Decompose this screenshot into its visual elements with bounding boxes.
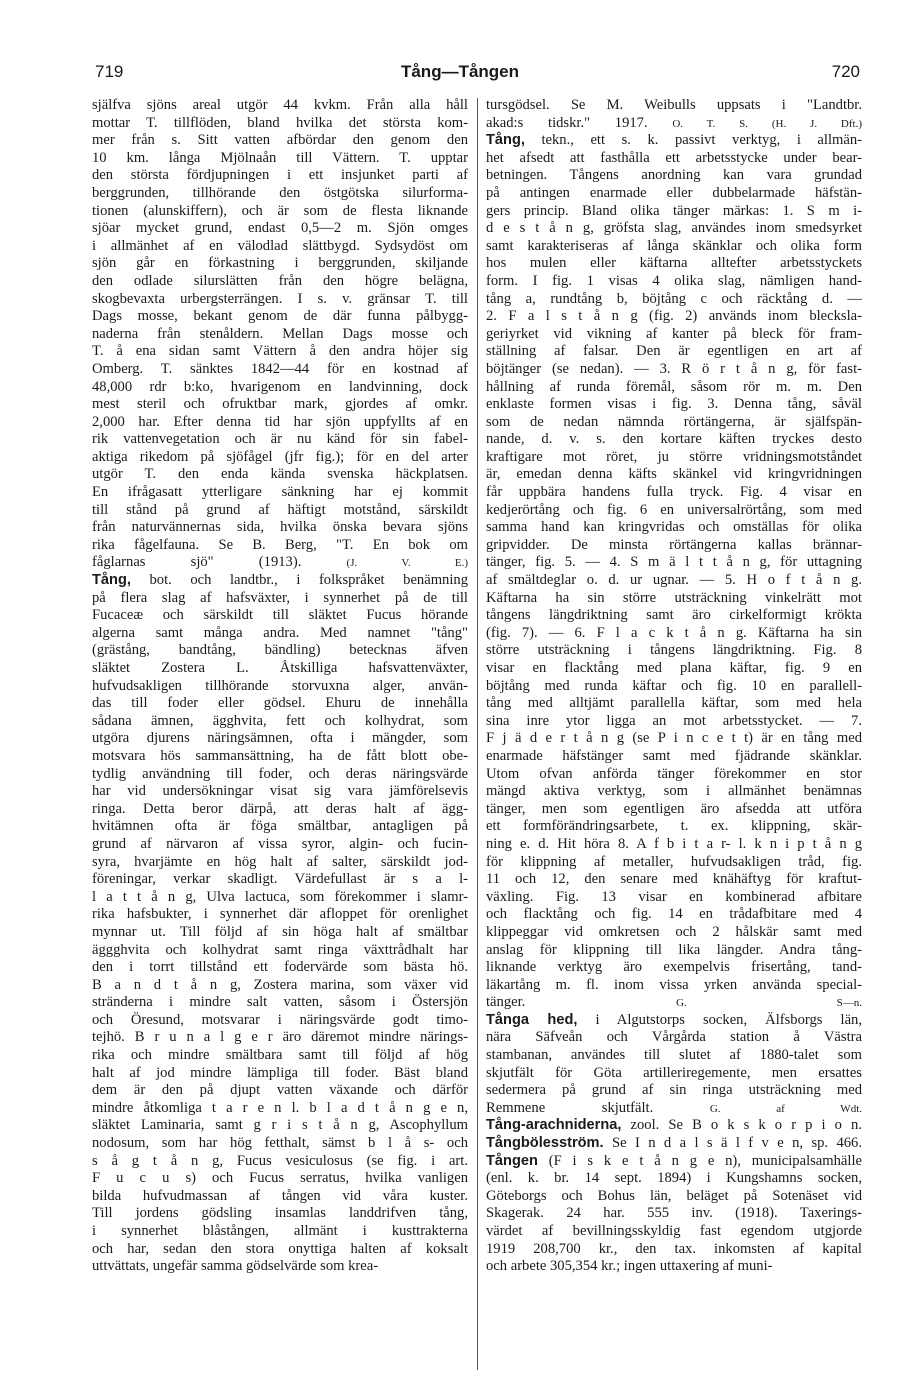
text-line [92, 554, 468, 572]
text-line [486, 854, 862, 872]
text-line [486, 1012, 862, 1030]
line-text: akad:s tidskr." 1917. [486, 114, 648, 131]
line-text: En ifrågasatt ytterligare sänkning har ej kommit [92, 484, 468, 501]
text-line [92, 660, 468, 678]
line-text: som de nedan nämnda rörtängerna, är själfspän- [486, 413, 862, 430]
text-line [486, 396, 862, 414]
line-text: Remmene skjutfält. [486, 1099, 654, 1116]
text-line [486, 484, 862, 502]
text-line [92, 1065, 468, 1083]
text-line [486, 220, 862, 238]
line-text: 10 km. långa Mjölnaån till Vättern. T. upptar [92, 149, 468, 166]
text-line [486, 1241, 862, 1259]
text-line [486, 607, 862, 625]
line-text: enarmade häfstänger samt med fjädrande skänklar. [486, 747, 862, 764]
text-line [92, 836, 468, 854]
line-text: i synnerhet blåstången, allmänt i kusttrakterna [92, 1223, 468, 1239]
line-text: själfva sjöns areal utgör 44 kvkm. Från alla håll [92, 97, 468, 113]
line-text: tekn., ett s. k. passivt verktyg, i allmän- [524, 132, 862, 149]
line-text: T. å ena sidan samt Vättern å den andra höjer sig [92, 343, 468, 360]
text-line [92, 326, 468, 344]
line-text: utgöra djurens näringsämnen, ofta i mängder, som [92, 730, 468, 747]
line-text: fåglarnas sjö" (1913). [92, 554, 302, 571]
text-line [486, 1135, 862, 1153]
line-text: motsvara hös sammansättning, ha de fått blott obe- [92, 747, 468, 764]
line-text: ett formförändringsarbete, t. ex. klippning, skär- [486, 818, 862, 835]
text-line [92, 537, 468, 555]
line-text: 48,000 rdr b:ko, hvarigenom en landvinning, dock [92, 378, 468, 395]
text-line [486, 1047, 862, 1065]
line-text: mest steril och ofruktbar mark, gjordes af omkr. [92, 396, 468, 413]
line-text: hvitämnen ofta är föga smältbar, antagligen på [92, 818, 468, 835]
text-line [92, 942, 468, 960]
text-line [486, 466, 862, 484]
text-line [486, 449, 862, 467]
line-text: Skagerak. 24 har. 555 inv. (1918). Taxerings- [486, 1205, 862, 1222]
text-line [92, 748, 468, 766]
line-text: rik vattenvegetation och är nu känd för sin fabel- [92, 431, 468, 448]
line-text: böjtänger (se nedan). — 3. R ö r t å n g, för fast- [486, 360, 862, 377]
line-text: hos mulen eller käftarna alltefter arbetsstyckets [486, 255, 862, 272]
line-text: sedermera på grund af sin ringa utsträckning med [486, 1082, 862, 1099]
line-text: klippeggar vid omkretsen och 2 hålskär samt med [486, 923, 862, 940]
text-line [486, 836, 862, 854]
line-text: s å g t å n g, Fucus vesiculosus (se fig. i art. [92, 1152, 468, 1169]
line-text: i Algutstorps socken, Älfsborgs län, [577, 1011, 862, 1028]
text-line [92, 1029, 468, 1047]
line-text: läkartång m. fl. inom vissa yrken använda special- [486, 976, 862, 993]
line-text: rika och mindre smältbara samt till följd af hög [92, 1047, 468, 1064]
line-text: släktet Zostera L. Åtskilliga hafsvattenväxter, [92, 660, 468, 676]
line-text: ning e. d. Hit höra 8. A f b i t a r- l. k n i p t å n g [486, 835, 862, 852]
line-text: tejhö. B r u n a l g e r äro däremot mindre närings- [92, 1029, 468, 1046]
author-signature: G. S—n. [676, 997, 862, 1010]
text-line [92, 132, 468, 150]
line-text: liknande verktyg äro exempelvis frisertång, tand- [486, 959, 862, 976]
entry-headword: Tång-arachniderna, [486, 1117, 622, 1134]
line-text: och flacktång och fig. 14 en trådafbitare med 4 [486, 906, 862, 923]
line-text: kraftigare mot röret, ju större vridningsmotståndet [486, 448, 862, 465]
text-line [92, 115, 468, 133]
line-text: sjöar mycket grund, endast 0,5—2 m. Sjön omges [92, 220, 468, 237]
line-text: F j ä d e r t å n g (se P i n c e t t) är en tång med [486, 730, 862, 747]
text-line [92, 273, 468, 291]
text-line [486, 379, 862, 397]
text-line [486, 695, 862, 713]
text-line [486, 871, 862, 889]
line-text: samt karakteriseras af långa skänklar och olika form [486, 237, 862, 254]
text-line [92, 343, 468, 361]
line-text: af smältdeglar o. d. ur ugnar. — 5. H o f t å n g. [486, 572, 862, 589]
line-text: böjtång med runda käftar och fig. 10 en parallell- [486, 677, 862, 694]
text-line [92, 889, 468, 907]
line-text: halt af jod mindre lämpliga till foder. Bäst bland [92, 1064, 468, 1081]
line-text: skjutfält för Göta artilleriregemente, men ersattes [486, 1064, 862, 1081]
line-text: i allmänhet af en välodlad slättbygd. Sydsydöst om [92, 237, 468, 254]
text-line [486, 554, 862, 572]
line-text: zool. Se B o k s k o r p i o n. [621, 1117, 862, 1134]
text-line [486, 818, 862, 836]
line-text: 2. F a l s t å n g (fig. 2) används inom bleckslа- [486, 308, 862, 325]
text-line [486, 942, 862, 960]
text-line [92, 1135, 468, 1153]
line-text: mer från s. Sitt vatten afbördar den genom den [92, 132, 468, 149]
line-text: får uppbära handens fulla tryck. Fig. 4 visar en [486, 484, 862, 501]
text-line [486, 414, 862, 432]
line-text: sina inre ytor ligga an mot arbetsstycket. — 7. [486, 712, 862, 729]
text-line [486, 572, 862, 590]
text-line [486, 642, 862, 660]
line-text: stambanan, användes till slutet af 1880-talet som [486, 1047, 862, 1064]
line-text: B a n d t å n g, Zostera marina, som växer vid [92, 976, 468, 993]
line-text: den i torrt tillstånd ett fodervärde som bästa hö. [92, 959, 468, 976]
text-line [92, 519, 468, 537]
line-text: tydlig användning till foder, och deras näringsvärde [92, 765, 468, 782]
line-text: hållning af runda föremål, såsom rör m. m. Den [486, 378, 862, 395]
text-line [92, 1047, 468, 1065]
line-text: (F i s k e t å n g e n), municipalsamhälle [537, 1152, 862, 1169]
text-line [486, 431, 862, 449]
text-line [92, 396, 468, 414]
text-line [486, 1170, 862, 1188]
text-line [92, 607, 468, 625]
line-text: (grästång, bandtång, bändling) betecknas äfven [92, 642, 468, 659]
line-text: bot. och landtbr., i folkspråket benämning [130, 572, 468, 589]
text-line [486, 255, 862, 273]
line-text: Till jordens gödsling insamlas landdrifven tång, [92, 1205, 468, 1222]
entry-headword: Tång, [486, 132, 525, 149]
line-text: rika hafsbukter, i synnerhet där afloppet för orenlighet [92, 906, 468, 923]
text-line [92, 854, 468, 872]
line-text: har vid undersökningar visat sig vara jämförelsevis [92, 783, 468, 800]
line-text: till stånd på grund af häftigt motstånd, särskildt [92, 501, 468, 518]
text-line [486, 660, 862, 678]
text-line [92, 185, 468, 203]
text-line [92, 713, 468, 731]
line-text: enklaste formen visas i fig. 3. Denna tång, såväl [486, 396, 862, 413]
text-line [486, 748, 862, 766]
text-line [92, 572, 468, 590]
text-line [486, 994, 862, 1012]
text-line [92, 590, 468, 608]
text-line [486, 906, 862, 924]
text-line [92, 1153, 468, 1171]
author-signature: (J. V. E.) [346, 557, 468, 570]
line-text: på antingen enarmade eller dubbelarmade häfstän- [486, 184, 862, 201]
line-text: nodosum, som har hög fetthalt, sämst b l å s- och [92, 1135, 468, 1152]
line-text: betningen. Tångens anordning kan vara grundad [486, 167, 862, 184]
text-line [486, 1153, 862, 1171]
line-text: mindre åtkomliga t a r e n l. b l a d t å n g e n, [92, 1099, 468, 1116]
text-line [92, 361, 468, 379]
line-text: gers princip. Bland olika tänger märkas: 1. S m i- [486, 202, 862, 219]
line-text: das till foder eller gödsel. Ehuru de innehålla [92, 695, 468, 712]
line-text: äggghvita och kolhydrat samt ringa växttrådhalt har [92, 941, 468, 958]
line-text: aktiga rikedom på sjöfågel (jfr fig.); för en del arter [92, 448, 468, 465]
line-text: tång a, rundtång b, böjtång c och räcktång d. — [486, 290, 862, 307]
line-text: Se I n d a l s ä l f v e n, sp. 466. [603, 1135, 862, 1152]
text-line [92, 502, 468, 520]
text-line [92, 1012, 468, 1030]
text-line [486, 203, 862, 221]
line-text: samma hand kan kringvridas och omställas för olika [486, 519, 862, 536]
line-text: mängd aktiva verktyg, som i allmänhet benämnas [486, 783, 862, 800]
text-line [92, 642, 468, 660]
line-text: d e s t å n g, gröfsta slag, användes inom smedsyrket [486, 220, 862, 237]
line-text: Käftarna ha sin större utsträckning vinkelrätt mot [486, 589, 862, 606]
text-line [92, 1170, 468, 1188]
line-text: kedjerörtång och fig. 6 en universalrörtång, som med [486, 501, 862, 518]
page-number-right: 720 [831, 62, 860, 81]
text-line [486, 1029, 862, 1047]
text-line [486, 1223, 862, 1241]
text-line [486, 1065, 862, 1083]
text-line [486, 1205, 862, 1223]
text-line [92, 924, 468, 942]
text-line [92, 1188, 468, 1206]
line-text: värdet af bevillningsskyldig fast egendom utgjorde [486, 1223, 862, 1239]
text-line [486, 537, 862, 555]
line-text: på flera slag af hafsväxter, i synnerhet på de till [92, 589, 468, 606]
line-text: het afsedt att fasthålla ett arbetsstycke under bear- [486, 149, 862, 166]
text-line [92, 871, 468, 889]
line-text: och har, sedan den stora onyttiga halten af koksalt [92, 1240, 468, 1257]
line-text: Utom ofvan anförda tänger förekommer en stor [486, 765, 862, 782]
page-number-left: 719 [95, 62, 124, 81]
line-text: den odlade silurslätten från den högre belägna, [92, 272, 468, 289]
line-text: växling. Fig. 13 visar en kombinerad afbitare [486, 888, 862, 905]
text-line [92, 1100, 468, 1118]
text-line [92, 238, 468, 256]
text-line [486, 590, 862, 608]
line-text: utgör T. den enda kända svenska häckplatsen. [92, 466, 468, 483]
line-text: är, emedan denna käfts skänkel vid kringvridningen [486, 466, 862, 483]
text-line [486, 238, 862, 256]
text-line [92, 766, 468, 784]
author-signature: O. T. S. (H. J. Dft.) [672, 117, 862, 130]
text-line [92, 818, 468, 836]
text-line [486, 502, 862, 520]
line-text: hufvudsakligen tillhörande storvuxna alger, använ- [92, 677, 468, 694]
text-line [92, 308, 468, 326]
text-line [486, 730, 862, 748]
text-line [486, 713, 862, 731]
line-text: l a t t å n g, Ulva lactuca, som förekommer i slamr- [92, 888, 468, 905]
text-line [486, 801, 862, 819]
line-text: den största fördjupningen i ett insjunket parti af [92, 167, 468, 184]
line-text: och arbete 305,354 kr.; ingen uttaxering af muni- [486, 1258, 773, 1275]
text-line [486, 132, 862, 150]
text-line [486, 185, 862, 203]
line-text: F u c u s) och Fucus serratus, hvilka vanligen [92, 1170, 468, 1187]
line-text: visar en flacktång med plana käftar, fig. 9 en [486, 660, 862, 676]
line-text: Dags mosse, bekant genom de där funna pålbygg- [92, 308, 468, 325]
text-line [92, 255, 468, 273]
text-line [92, 1258, 468, 1276]
line-text: större utsträckning i tångens längdriktning. Fig. 8 [486, 642, 862, 659]
line-text: tång med alltjämt parallella käftar, som med hela [486, 695, 862, 712]
text-line [92, 449, 468, 467]
text-line [92, 730, 468, 748]
line-text: bilda hufvudmassan af tången vid våra kuster. [92, 1187, 468, 1204]
text-line [92, 1082, 468, 1100]
running-title: Tång—Tången [400, 62, 520, 81]
line-text: nära Säfveån och Vårgårda station å Västra [486, 1029, 862, 1046]
line-text: skogbevaxta urbergsterrängen. I s. v. gränsar T. till [92, 290, 468, 307]
text-line [486, 783, 862, 801]
line-text: nande, d. v. s. den kortare käften tryckes desto [486, 431, 862, 448]
text-line [486, 361, 862, 379]
text-line [92, 1241, 468, 1259]
text-line [486, 766, 862, 784]
text-line [92, 150, 468, 168]
text-line [486, 115, 862, 133]
text-line [92, 783, 468, 801]
line-text: Fucaceæ och särskildt till släktet Fucus hörande [92, 607, 468, 624]
line-text: Göteborgs och Bohus län, beläget på Sotenäset vid [486, 1187, 862, 1204]
text-line [486, 343, 862, 361]
text-line [486, 1100, 862, 1118]
line-text: rika fågelfauna. Se B. Berg, "T. En bok om [92, 536, 468, 553]
line-text: från naturvännernas sida, hvilka önska bevara sjöns [92, 519, 468, 536]
text-line [92, 906, 468, 924]
line-text: Omberg. T. sänktes 1842—44 för en kostnad af [92, 360, 468, 377]
line-text: geriyrket vid vikning af kanter på bleck för fram- [486, 325, 862, 342]
line-text: ringa. Detta beror därpå, att deras halt af ägg- [92, 800, 468, 817]
line-text: mynnar ut. Till följd af sin höga halt af smältbar [92, 923, 468, 940]
text-line [92, 431, 468, 449]
text-line [486, 273, 862, 291]
line-text: 1919 208,700 kr., den tax. inkomsten af kapital [486, 1240, 862, 1257]
line-text: stränderna i mindre salt vatten, såsom i Östersjön [92, 994, 468, 1011]
line-text: berggrunden, tillhörande den östgötska silurforma- [92, 184, 468, 201]
text-line [92, 959, 468, 977]
text-line [92, 484, 468, 502]
line-text: 11 och 12, den senare med knähäftyg för kraftut- [486, 871, 862, 888]
text-line [92, 994, 468, 1012]
line-text: tursgödsel. Se M. Weibulls uppsats i "Landtbr. [486, 97, 862, 113]
text-line [92, 414, 468, 432]
text-line [92, 466, 468, 484]
text-line [486, 291, 862, 309]
line-text: tänger, men som egentligen äro afsedda att utföra [486, 800, 862, 817]
text-line [486, 1188, 862, 1206]
line-text: syra, hvarjämte en hög halt af salter, särskildt jod- [92, 853, 468, 870]
left-text-column [92, 97, 468, 1276]
line-text: gripvidder. De minsta rörtängerna kallas brännar- [486, 536, 862, 553]
line-text: mottar T. tillflöden, bland hvilka det största kom- [92, 114, 468, 131]
line-text: 2,000 har. Efter denna tid har sjön uppfyllts af en [92, 413, 468, 430]
text-line [92, 97, 468, 115]
text-line [92, 801, 468, 819]
line-text: dem är den på djupt vatten växande och därför [92, 1082, 468, 1099]
text-line [486, 326, 862, 344]
text-line [92, 167, 468, 185]
entry-headword: Tångbölesström. [486, 1135, 604, 1152]
line-text: uttvättats, ungefär samma gödselvärde som krea- [92, 1258, 379, 1275]
text-line [486, 924, 862, 942]
line-text: naderna från stenåldern. Mellan Dags mosse och [92, 325, 468, 342]
text-line [92, 678, 468, 696]
line-text: sjön går en förkastning i berggrunden, skiljande [92, 255, 468, 272]
text-line [486, 97, 862, 115]
line-text: och Öresund, motsvarar i näringsvärde godt timo- [92, 1011, 468, 1028]
entry-headword: Tånga hed, [486, 1011, 578, 1028]
text-line [92, 291, 468, 309]
text-line [486, 1117, 862, 1135]
line-text: form. I fig. 1 visas 4 olika slag, nämligen hand- [486, 272, 862, 289]
line-text: (fig. 7). — 6. F l a c k t å n g. Käftarna ha sin [486, 624, 862, 641]
text-line [92, 1117, 468, 1135]
line-text: algerna samt många andra. Med namnet "tång" [92, 624, 468, 641]
text-line [486, 977, 862, 995]
text-line [486, 1258, 862, 1276]
line-text: grund af närvaron af vissa syror, algin- och fucin- [92, 835, 468, 852]
text-line [486, 625, 862, 643]
text-line [486, 889, 862, 907]
line-text: anslag för klippning till lika längder. Andra tång- [486, 941, 862, 958]
line-text: (enl. k. br. 14 sept. 1894) i Kungshamns socken, [486, 1170, 862, 1187]
line-text: tänger, fig. 5. — 4. S m ä l t t å n g, för uttagning [486, 554, 862, 571]
line-text: tionen (alunskiffern), och är som de flesta liknande [92, 202, 468, 219]
line-text: tångens längdriktning samt äro cirkelformigt krökta [486, 607, 862, 624]
text-line [92, 977, 468, 995]
text-line [486, 308, 862, 326]
text-line [486, 678, 862, 696]
entry-headword: Tången [486, 1152, 538, 1169]
text-line [486, 167, 862, 185]
line-text: släktet Laminaria, samt g r i s t å n g, Ascophyllum [92, 1117, 468, 1134]
line-text: tänger. [486, 994, 526, 1011]
right-text-column [486, 97, 862, 1276]
line-text: föreningar, verkar skadligt. Värdefullast är s a l- [92, 871, 468, 888]
entry-headword: Tång, [92, 572, 131, 589]
text-line [486, 150, 862, 168]
text-line [486, 519, 862, 537]
line-text: för klippning af metaller, hufvudsakligen tråd, fig. [486, 853, 862, 870]
text-line [92, 695, 468, 713]
line-text: sådana ämnen, ägghvita, fett och kolhydrat, som [92, 712, 468, 729]
text-line [486, 1082, 862, 1100]
text-line [486, 959, 862, 977]
text-line [92, 220, 468, 238]
author-signature: G. af Wdt. [709, 1102, 862, 1115]
line-text: ställning af falsar. Den är egentligen en art af [486, 343, 862, 360]
column-divider [477, 98, 478, 1370]
text-line [92, 1205, 468, 1223]
text-line [92, 203, 468, 221]
text-line [92, 379, 468, 397]
text-line [92, 1223, 468, 1241]
text-line [92, 625, 468, 643]
